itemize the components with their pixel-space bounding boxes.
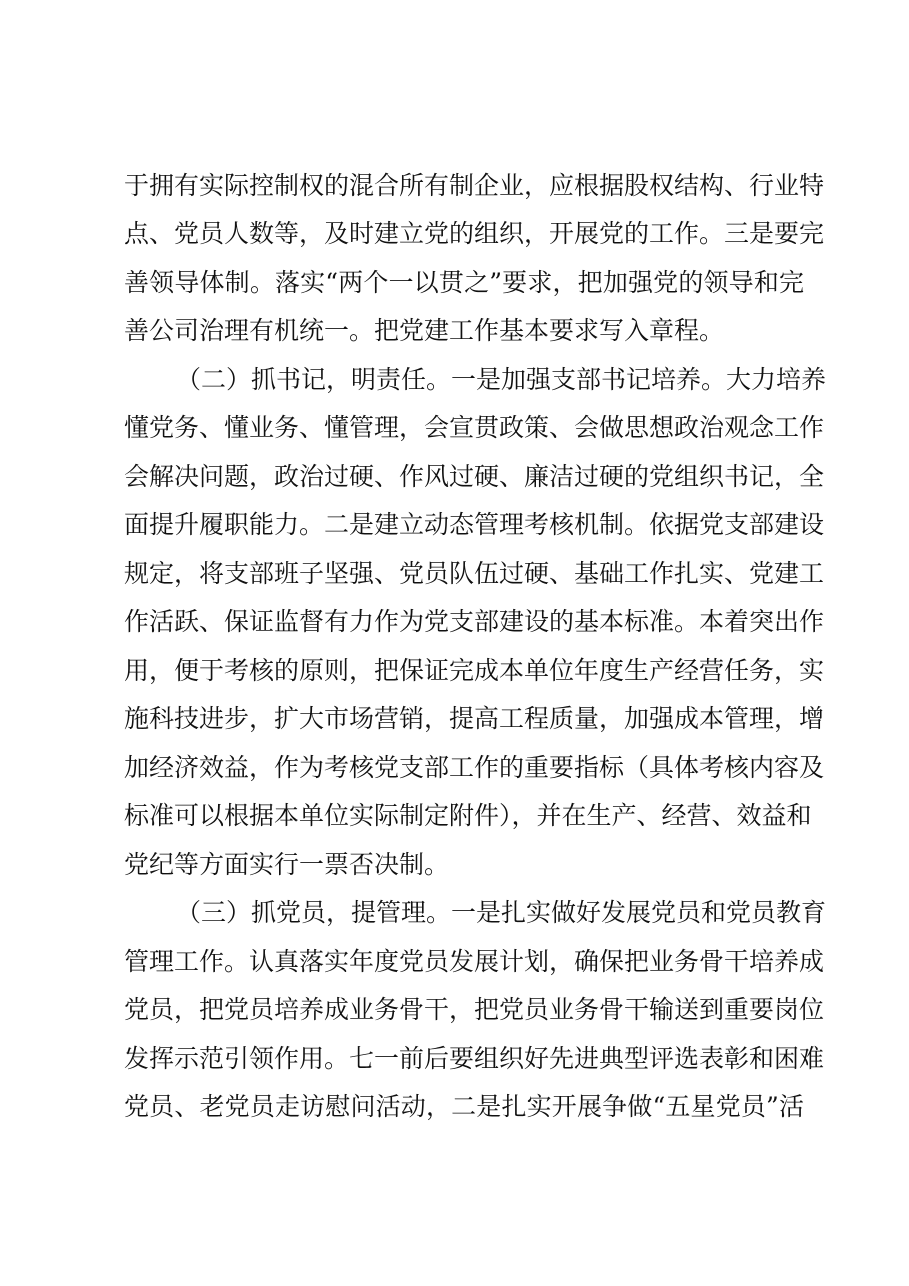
text-line: 懂党务、懂业务、懂管理，会宣贯政策、会做思想政治观念工作 — [124, 413, 825, 442]
text-line: 会解决问题，政治过硬、作风过硬、廉洁过硬的党组织书记，全 — [124, 462, 825, 491]
text-line: 善领导体制。落实“两个一以贯之”要求，把加强党的领导和完 — [124, 268, 804, 297]
text-line: 加经济效益，作为考核党支部工作的重要指标（具体考核内容及 — [124, 753, 825, 782]
text-line: 党员，把党员培养成业务骨干，把党员业务骨干输送到重要岗位 — [124, 995, 825, 1024]
text-line: 规定，将支部班子坚强、党员队伍过硬、基础工作扎实、党建工 — [124, 559, 825, 588]
text-line: 点、党员人数等，及时建立党的组织，开展党的工作。三是要完 — [124, 219, 825, 248]
text-line: 面提升履职能力。二是建立动态管理考核机制。依据党支部建设 — [124, 510, 825, 539]
text-line: 发挥示范引领作用。七一前后要组织好先进典型评选表彰和困难 — [124, 1044, 825, 1073]
text-line: 标准可以根据本单位实际制定附件），并在生产、经营、效益和 — [124, 801, 812, 830]
text-line: 用，便于考核的原则，把保证完成本单位年度生产经营任务，实 — [124, 656, 825, 685]
text-line: 作活跃、保证监督有力作为党支部建设的基本标准。本着突出作 — [124, 607, 825, 636]
text-line: 施科技进步，扩大市场营销，提高工程质量，加强成本管理，增 — [124, 704, 825, 733]
text-line: 于拥有实际控制权的混合所有制企业，应根据股权结构、行业特 — [124, 171, 825, 200]
text-line: 党纪等方面实行一票否决制。 — [124, 850, 450, 879]
text-line: 善公司治理有机统一。把党建工作基本要求写入章程。 — [124, 316, 725, 345]
text-line: 管理工作。认真落实年度党员发展计划，确保把业务骨干培养成 — [124, 947, 825, 976]
text-line: 党员、老党员走访慰问活动，二是扎实开展争做“五星党员”活 — [124, 1092, 804, 1121]
paragraph-heading-line: （二）抓书记，明责任。一是加强支部书记培养。大力培养 — [176, 365, 827, 394]
paragraph-heading-line: （三）抓党员，提管理。一是扎实做好发展党员和党员教育 — [176, 898, 827, 927]
